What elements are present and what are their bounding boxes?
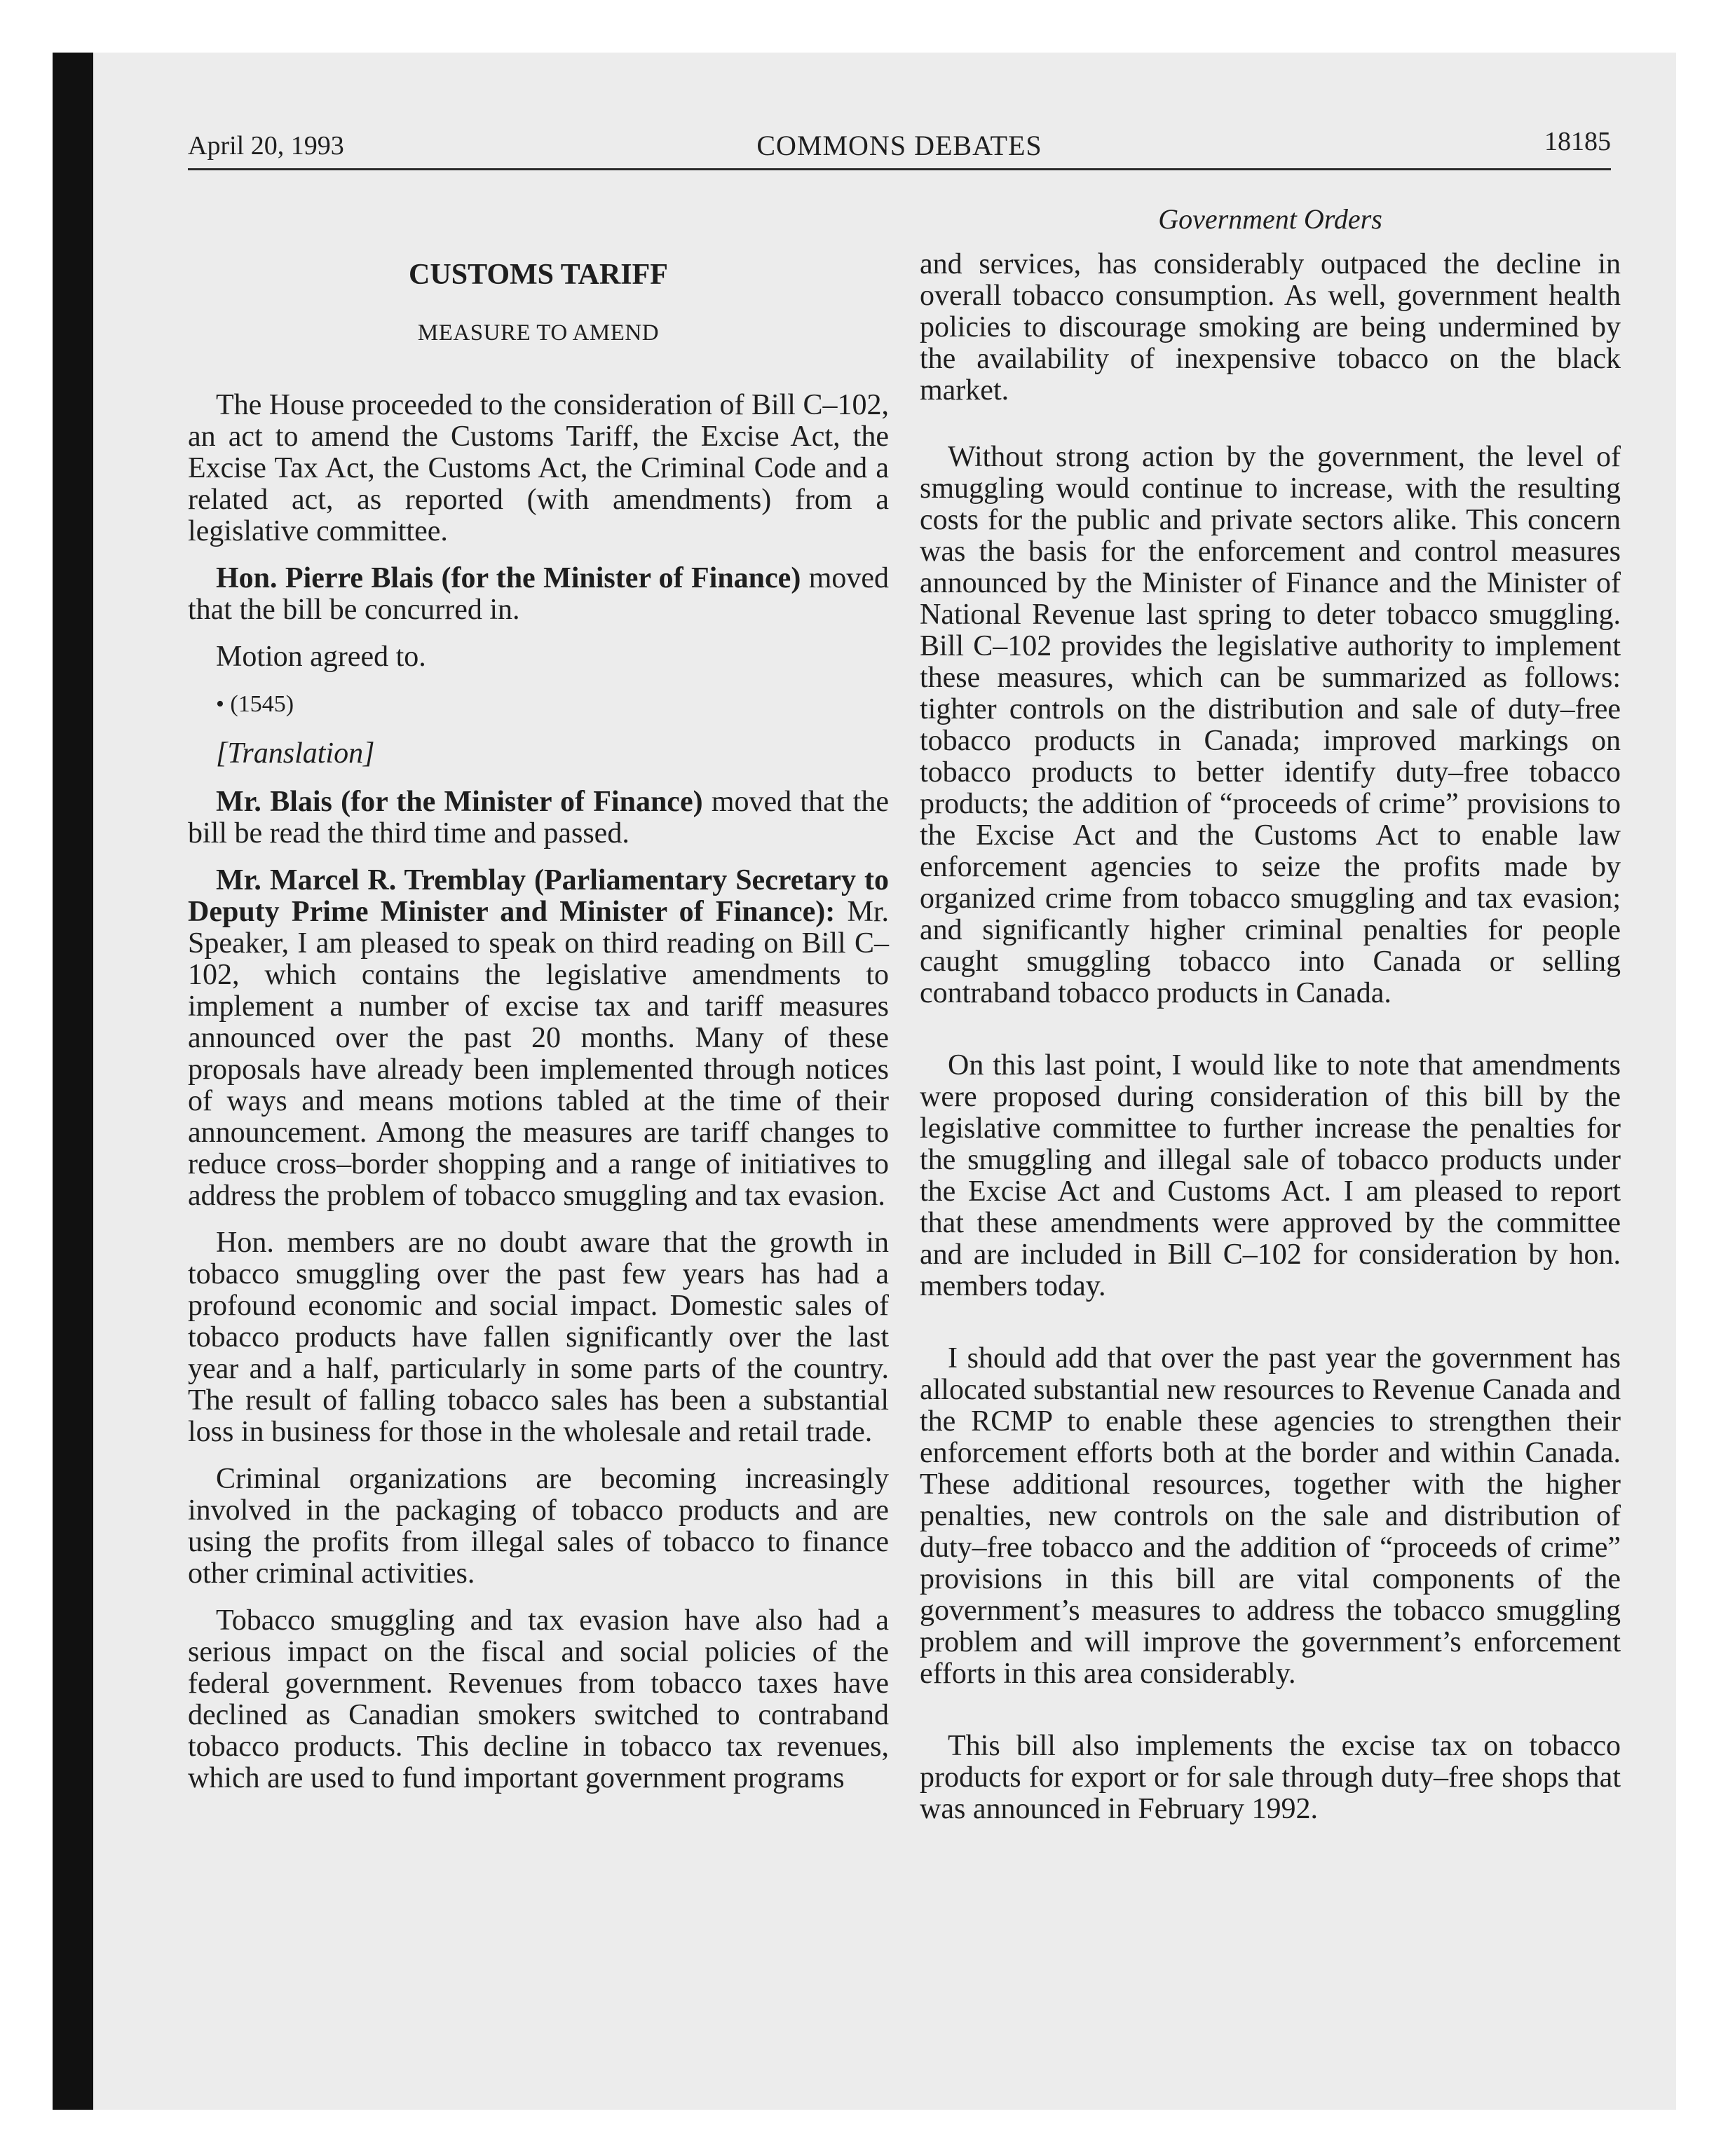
- speaker-name: Mr. Blais (for the Minister of Finance): [216, 786, 703, 818]
- paragraph-smuggling-impact: Hon. members are no doubt aware that the growth in tobacco smuggling over the past few years has had a profound economic and social impact. Domestic sales of tobacco products have fallen significantly over the last year and a half, particularly in some parts of the country. The result of falling tobacco sales has been a substantial loss in business for those in the wholesale and retail trade.: [188, 1227, 889, 1448]
- paragraph-third-reading-motion: [188, 786, 889, 850]
- speaker-name: Mr. Marcel R. Tremblay (Parliamentary Secretary to Deputy Prime Minister and Minister of Finance):: [188, 864, 889, 928]
- paragraph-continued: and services, has considerably outpaced the decline in overall tobacco consumption. As well, government health policies to discourage smoking are being undermined by the availability of inexpensive tobacco on the black market.: [920, 248, 1621, 407]
- paragraph-fiscal-impact: Tobacco smuggling and tax evasion have also had a serious impact on the fiscal and social policies of the federal government. Revenues from tobacco taxes have declined as Canadian smokers switched to contraband tobacco products. This decline in tobacco tax revenues, which are used to fund important government programs: [188, 1604, 889, 1794]
- section-subtitle: MEASURE TO AMEND: [417, 320, 660, 346]
- paragraph-amendments: On this last point, I would like to note that amendments were proposed during consideration of this bill by the legislative committee to further increase the penalties for the smuggling and illegal sale of tobacco products under the Excise Act and Customs Act. I am pleased to report that these amendments were approved by the committee and are included in Bill C–102 for consideration by hon. members today.: [920, 1049, 1621, 1302]
- speaker-name: Hon. Pierre Blais (for the Minister of Finance): [216, 562, 801, 594]
- header-rule: [188, 168, 1611, 170]
- scan-edge-bar: [53, 53, 93, 2110]
- paragraph-resources: I should add that over the past year the government has allocated substantial new resources to Revenue Canada and the RCMP to enable these agencies to strengthen their enforcement efforts both at the border and within Canada. These additional resources, together with the higher penalties, new controls on the sale and distribution of duty–free tobacco and the addition of “proceeds of crime” provisions in this bill are vital components of the government’s measures to address the tobacco smuggling problem and will improve the government’s enforcement efforts in this area considerably.: [920, 1342, 1621, 1690]
- translation-note: [Translation]: [216, 737, 375, 770]
- paragraph-criminal-organizations: Criminal organizations are becoming increasingly involved in the packaging of tobacco products and are using the profits from illegal sales of tobacco to finance other criminal activities.: [188, 1463, 889, 1590]
- running-head: Government Orders: [1158, 203, 1382, 235]
- paragraph-proceedings: The House proceeded to the consideration of Bill C–102, an act to amend the Customs Tariff, the Excise Act, the Excise Tax Act, the Customs Act, the Criminal Code and a related act, as reported (with amendments) from a legislative committee.: [188, 389, 889, 547]
- speech-text: Mr. Speaker, I am pleased to speak on third reading on Bill C–102, which contains the legislative amendments to implement a number of excise tax and tariff measures announced over the past 20 months. Many of these proposals have already been implemented through notices of ways and means motions tabled at the time of their announcement. Among the measures are tariff changes to reduce cross–border shopping and a range of initiatives to address the problem of tobacco smuggling and tax evasion.: [188, 896, 890, 1212]
- paragraph-strong-action: Without strong action by the government, the level of smuggling would continue to increase, with the resulting costs for the public and private sectors alike. This concern was the basis for the enforcement and control measures announced by the Minister of Finance and the Minister of National Revenue last spring to deter tobacco smuggling. Bill C–102 provides the legislative authority to implement these measures, which can be summarized as follows: tighter controls on the distribution and sale of duty–free tobacco products in Canada; improved markings on tobacco products to better identify duty–free tobacco products; the addition of “proceeds of crime” provisions to the Excise Act and the Customs Act to enable law enforcement agencies to seize the profits made by organized crime from tobacco smuggling and tax evasion; and significantly higher criminal penalties for people caught smuggling tobacco into Canada or selling contraband tobacco products in Canada.: [920, 441, 1621, 1009]
- section-title: CUSTOMS TARIFF: [409, 259, 668, 291]
- header-journal-title: COMMONS DEBATES: [756, 130, 1042, 161]
- paragraph-tremblay-speech: [188, 865, 889, 1212]
- right-column: [920, 203, 1621, 1825]
- time-marker: • (1545): [216, 691, 294, 717]
- speech-text: moved that the bill be read the third time and passed.: [188, 786, 889, 850]
- left-column: [188, 203, 889, 1794]
- header-page-number: 18185: [1544, 127, 1611, 156]
- paragraph-concurrence-motion: [188, 563, 889, 626]
- header-date: April 20, 1993: [188, 131, 344, 161]
- page-header: [188, 123, 1611, 167]
- paragraph-excise-tax: This bill also implements the excise tax on tobacco products for export or for sale through duty–free shops that was announced in February 1992.: [920, 1730, 1621, 1825]
- speech-text: moved that the bill be concurred in.: [188, 562, 889, 626]
- paragraph-motion-agreed: Motion agreed to.: [216, 641, 426, 673]
